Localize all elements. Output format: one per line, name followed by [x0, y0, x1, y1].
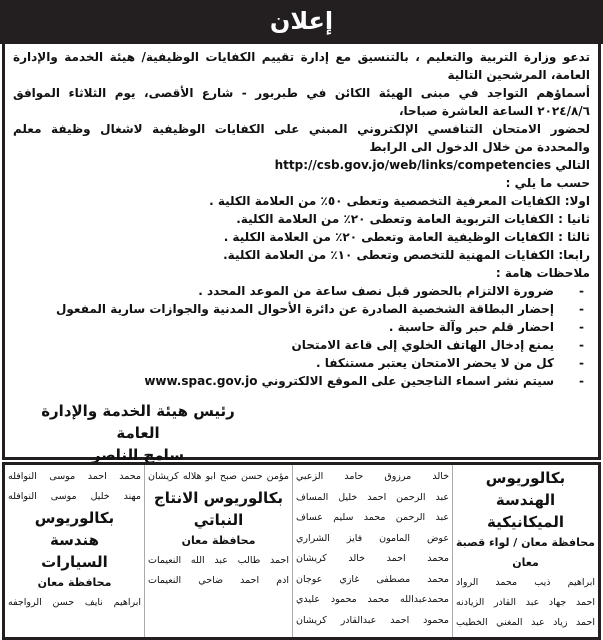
intro-line: تدعو وزارة التربية والتعليم ، بالتنسيق مع إدارة تقييم الكفايات الوظيفية/ هيئة الخدمة والإدارة العامة، المرشحين التالية: [13, 50, 590, 82]
note-item: - سيتم نشر اسماء الناجحين على الموقع الالكتروني www.spac.gov.jo: [144, 374, 584, 388]
candidate-name: احمد طالب عبد الله النعيمات: [148, 555, 289, 566]
candidate-name: محمد احمد موسى النوافله: [8, 471, 141, 482]
signature: [23, 400, 253, 466]
candidate-name: محمد مصطفى غازي عوجان: [296, 573, 449, 585]
column-plant-production: [144, 465, 292, 637]
section-heading: بكالوريوس الهندسة: [485, 469, 566, 509]
region-label: محافظة معان: [37, 576, 112, 589]
announcement-body: [2, 44, 601, 464]
section-heading: بكالوريوس هندسة: [34, 509, 115, 549]
signature-title: رئيس هيئة الخدمة والإدارة العامة: [41, 402, 235, 442]
column-mechanical-continued: [292, 465, 452, 637]
note-item: - احضار قلم حبر وآلة حاسبة .: [388, 320, 584, 334]
section-heading: بكالوريوس الانتاج: [153, 489, 284, 507]
candidate-name: عبد الرحمن محمد سليم عساف: [296, 512, 449, 523]
criterion: ثالثا : الكفايات الوظيفية العامة وتعطى ٢٠٪ من العلامة الكلية .: [223, 230, 590, 244]
announcement-title: إعلان: [0, 0, 603, 44]
section-heading: الميكانيكية: [486, 513, 564, 531]
candidates-grid: [2, 462, 601, 640]
candidate-name: مهند خليل موسى النوافله: [8, 491, 141, 502]
candidate-name: ابراهيم ذيب محمد الرواد: [456, 577, 595, 588]
section-heading: النباتي: [193, 511, 244, 529]
candidate-name: ادم احمد ضاحي النعيمات: [148, 575, 289, 586]
link-line: [13, 156, 590, 174]
note-item: - إحضار البطاقة الشخصية الصادرة عن دائرة الأحوال المدنية والجوازات سارية المفعول: [56, 302, 584, 316]
candidate-name: احمد جهاد عبد القادر الزيادنه: [456, 597, 595, 608]
region-label: محافظة معان / لواء قصبة معان: [456, 536, 595, 569]
candidate-name: محمود احمد عبدالقادر كريشان: [296, 614, 449, 626]
candidate-name: محمدعبدالله محمد محمود عليدي: [296, 594, 449, 605]
candidate-name: احمد زياد عبد المغني الخطيب: [456, 617, 595, 628]
column-mechanical: [452, 465, 598, 637]
notes-title: ملاحظات هامة :: [495, 266, 590, 280]
according-label: حسب ما يلي :: [505, 176, 590, 190]
candidate-name: مؤمن حسن صبح ابو هلاله كريشان: [148, 471, 289, 482]
section-heading: السيارات: [41, 553, 108, 571]
candidate-name: عوض المامون فايز الشراري: [296, 532, 449, 544]
region-label: محافظة معان: [181, 534, 256, 547]
note-item: - كل من لا يحضر الامتحان يعتبر مستنكفا .: [316, 356, 584, 370]
candidate-name: ابراهيم نايف حسن الرواجفه: [8, 597, 141, 608]
candidate-name: عبد الرحمن احمد خليل المساف: [296, 491, 449, 503]
note-item: - ضرورة الالتزام بالحضور قبل نصف ساعة من الموعد المحدد .: [198, 284, 584, 298]
link-prefix: التالي: [555, 158, 590, 172]
intro-line: لحضور الامتحان التنافسي الإلكتروني المبني على الكفايات الوظيفية لاشغال وظيفة معلم والمحددة من خلال الدخول الى الرابط: [13, 122, 590, 154]
candidate-name: خالد مرزوق حامد الزعبي: [296, 471, 449, 482]
criterion: اولا: الكفايات المعرفية التخصصية وتعطى ٥٠٪ من العلامة الكلية .: [209, 194, 590, 208]
note-item: - يمنع إدخال الهاتف الخلوي إلى قاعة الامتحان: [291, 338, 584, 352]
intro-line: أسماؤهم التواجد في مبنى الهيئة الكائن في طبربور - شارع الأقصى، يوم الثلاثاء الموافق ٢٠٢٤/٨/٦ الساعة العاشرة صباحا،: [13, 86, 590, 118]
column-automotive: [5, 465, 144, 637]
notes-list: [13, 282, 590, 390]
competencies-link[interactable]: http://csb.gov.jo/web/links/competencies: [274, 158, 552, 172]
criterion: رابعا: الكفايات المهنية للتخصص وتعطى ١٠٪ من العلامة الكلية.: [223, 248, 590, 262]
signature-name: سامح الناصر: [91, 446, 185, 464]
criterion: ثانيا : الكفايات التربوية العامة وتعطى ٢٠٪ من العلامة الكلية.: [236, 212, 590, 226]
candidate-name: محمد احمد خالد كريشان: [296, 553, 449, 564]
